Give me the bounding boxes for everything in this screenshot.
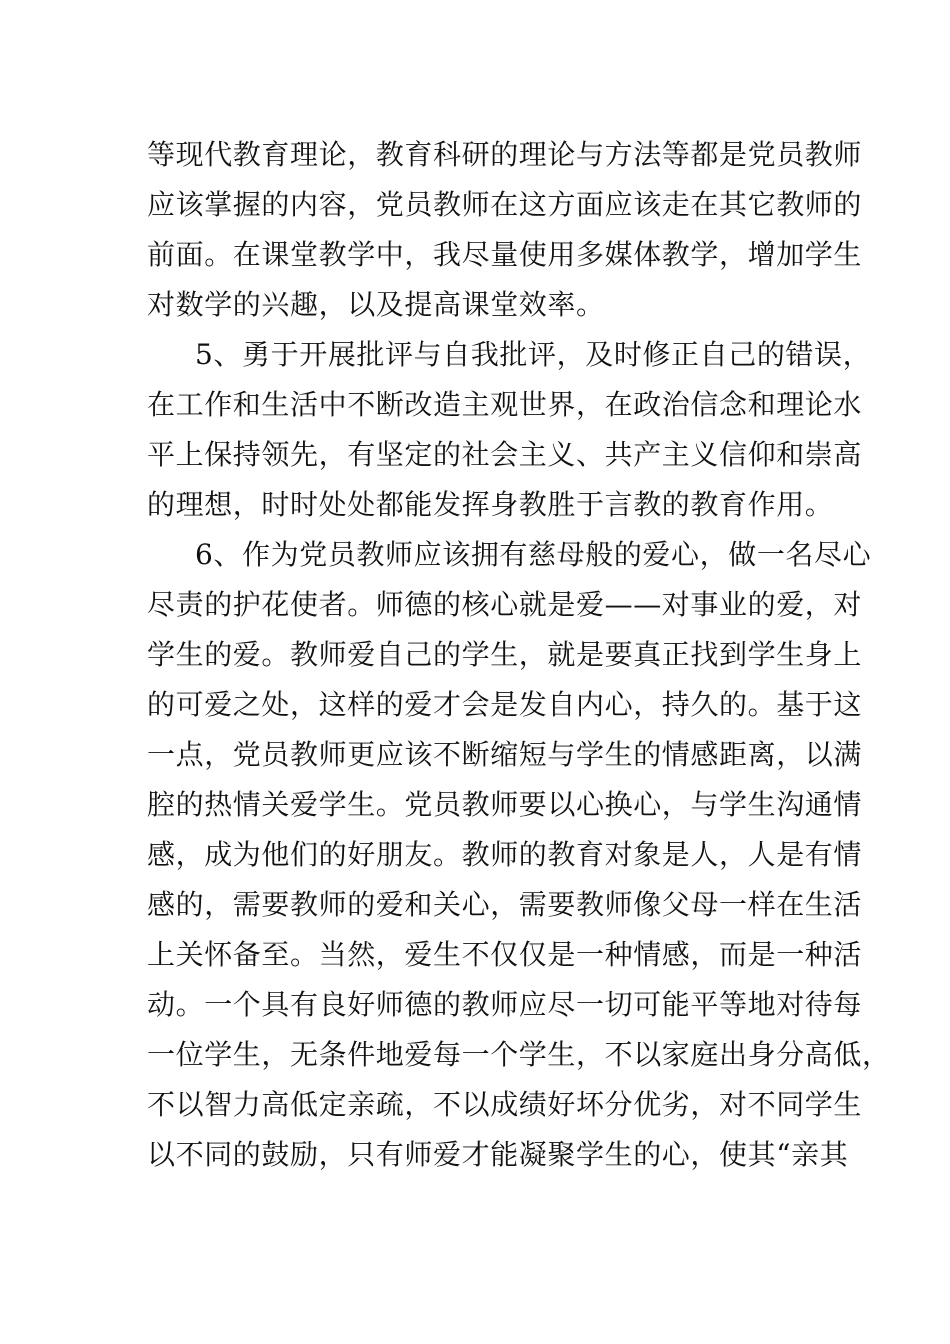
text-line: 的可爱之处，这样的爱才会是发自内心，持久的。基于这 [147, 688, 863, 721]
text-line: 学生的爱。教师爱自己的学生，就是要真正找到学生身上 [147, 638, 863, 671]
text-line: 等现代教育理论，教育科研的理论与方法等都是党员教师 [147, 138, 863, 171]
text-line: 上关怀备至。当然，爱生不仅仅是一种情感，而是一种活 [147, 938, 863, 971]
text-line: 的理想，时时处处都能发挥身教胜于言教的教育作用。 [147, 488, 834, 521]
text-line: 不以智力高低定亲疏，不以成绩好坏分优劣，对不同学生 [147, 1088, 863, 1121]
text-line: 感，成为他们的好朋友。教师的教育对象是人，人是有情 [147, 838, 863, 871]
text-line: 在工作和生活中不断改造主观世界，在政治信念和理论水 [147, 388, 863, 421]
text-line: 平上保持领先，有坚定的社会主义、共产主义信仰和崇高 [147, 438, 863, 471]
paragraph-6-first-line: 6、作为党员教师应该拥有慈母般的爱心，做一名尽心 [195, 538, 872, 571]
text-line: 一位学生，无条件地爱每一个学生，不以家庭出身分高低， [147, 1038, 891, 1071]
text-line: 以不同的鼓励，只有师爱才能凝聚学生的心，使其“亲其 [147, 1138, 849, 1171]
text-line: 尽责的护花使者。师德的核心就是爱——对事业的爱，对 [147, 588, 863, 621]
paragraph-5-first-line: 5、勇于开展批评与自我批评，及时修正自己的错误， [195, 338, 872, 371]
text-line: 腔的热情关爱学生。党员教师要以心换心，与学生沟通情 [147, 788, 863, 821]
text-line: 前面。在课堂教学中，我尽量使用多媒体教学，增加学生 [147, 238, 863, 271]
text-line: 一点，党员教师更应该不断缩短与学生的情感距离，以满 [147, 738, 863, 771]
text-line: 动。一个具有良好师德的教师应尽一切可能平等地对待每 [147, 988, 863, 1021]
text-line: 感的，需要教师的爱和关心，需要教师像父母一样在生活 [147, 888, 863, 921]
text-line: 对数学的兴趣，以及提高课堂效率。 [147, 288, 605, 321]
text-line: 应该掌握的内容，党员教师在这方面应该走在其它教师的 [147, 188, 863, 221]
